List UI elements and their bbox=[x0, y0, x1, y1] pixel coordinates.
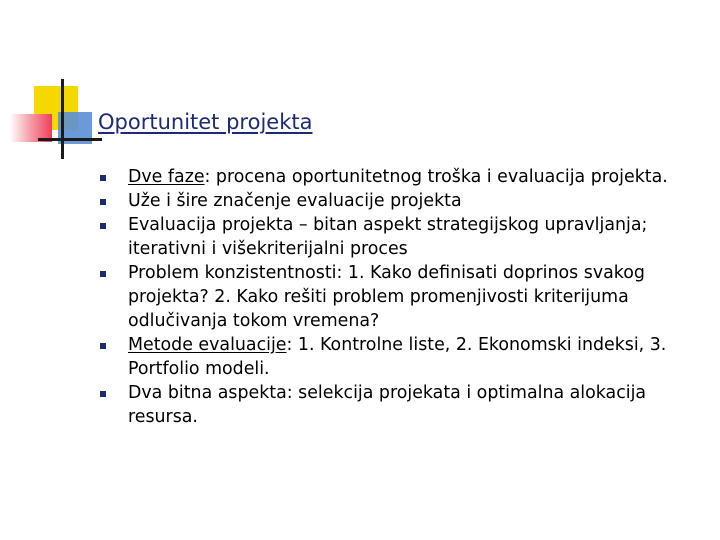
square-bullet-icon bbox=[100, 175, 106, 181]
slide-title-text: Oportunitet projekta bbox=[98, 110, 313, 134]
square-bullet-icon bbox=[100, 391, 106, 397]
decor-horizontal-line bbox=[38, 138, 102, 141]
bullet-text: Problem konzistentnosti: 1. Kako definisati doprinos svakog projekta? 2. Kako rešiti problem promenjivosti kriterijuma odlučivanja tokom vremena? bbox=[128, 263, 645, 331]
bullet-item bbox=[100, 189, 700, 213]
square-bullet-icon bbox=[100, 271, 106, 277]
bullet-text: : 1. Kontrolne liste, 2. Ekonomski indeksi, 3. Portfolio modeli. bbox=[128, 335, 667, 379]
bullet-item bbox=[100, 213, 700, 261]
bullet-item bbox=[100, 381, 700, 429]
bullet-text: Dva bitna aspekta: selekcija projekata i optimalna alokacija resursa. bbox=[128, 383, 647, 427]
square-bullet-icon bbox=[100, 199, 106, 205]
decor-vertical-line bbox=[61, 79, 64, 159]
bullet-item bbox=[100, 261, 700, 333]
slide-title bbox=[98, 108, 312, 136]
bullet-lead-link[interactable]: Metode evaluacije bbox=[128, 335, 287, 355]
bullet-lead-link[interactable]: Dve faze bbox=[128, 167, 205, 187]
bullet-list bbox=[100, 165, 700, 429]
square-bullet-icon bbox=[100, 223, 106, 229]
bullet-item bbox=[100, 333, 700, 381]
bullet-item bbox=[100, 165, 700, 189]
square-bullet-icon bbox=[100, 343, 106, 349]
bullet-text: Uže i šire značenje evaluacije projekta bbox=[128, 191, 462, 211]
bullet-text: Evaluacija projekta – bitan aspekt strategijskog upravljanja; iterativni i višekriterijalni proces bbox=[128, 215, 648, 259]
bullet-text: : procena oportunitetnog troška i evaluacija projekta. bbox=[204, 167, 668, 187]
